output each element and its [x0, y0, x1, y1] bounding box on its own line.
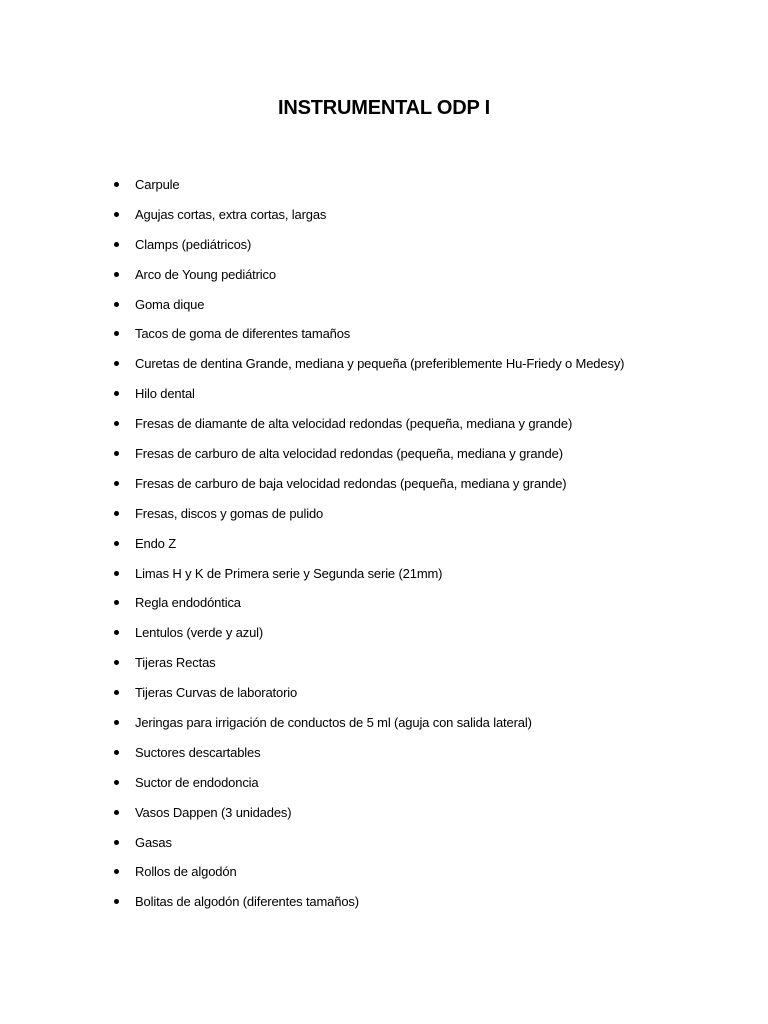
bullet-icon — [114, 272, 119, 277]
list-item-text: Gasas — [135, 834, 172, 850]
list-item — [0, 891, 768, 921]
list-item — [0, 323, 768, 353]
bullet-icon — [114, 810, 119, 815]
bullet-icon — [114, 451, 119, 456]
list-item — [0, 204, 768, 234]
list-item-text: Agujas cortas, extra cortas, largas — [135, 206, 327, 222]
bullet-icon — [114, 600, 119, 605]
list-item — [0, 592, 768, 622]
list-item-text: Hilo dental — [135, 386, 195, 402]
list-item-text: Arco de Young pediátrico — [135, 266, 276, 282]
list-item-text: Carpule — [135, 177, 180, 192]
list-item-text: Tijeras Rectas — [135, 655, 216, 671]
list-item — [0, 742, 768, 772]
list-item-text: Rollos de algodón — [135, 864, 237, 880]
bullet-icon — [114, 391, 119, 396]
bullet-icon — [114, 780, 119, 785]
list-item — [0, 652, 768, 682]
list-item-text: Fresas de diamante de alta velocidad redondas (pequeña, mediana y grande) — [135, 416, 573, 432]
list-item-text: Fresas de carburo de baja velocidad redondas (pequeña, mediana y grande) — [135, 475, 567, 491]
list-item-text: Fresas de carburo de alta velocidad redondas (pequeña, mediana y grande) — [135, 446, 563, 462]
list-item — [0, 443, 768, 473]
list-item — [0, 264, 768, 294]
bullet-icon — [114, 361, 119, 366]
bullet-icon — [114, 302, 119, 307]
list-item-text: Curetas de dentina Grande, mediana y pequeña (preferiblemente Hu-Friedy o Medesy) — [135, 356, 625, 372]
list-item — [0, 234, 768, 264]
bullet-icon — [114, 840, 119, 845]
list-item — [0, 533, 768, 563]
bullet-icon — [114, 690, 119, 695]
bullet-icon — [114, 481, 119, 486]
list-item-text: Vasos Dappen (3 unidades) — [135, 804, 292, 820]
list-item-text: Clamps (pediátricos) — [135, 236, 252, 252]
list-item — [0, 861, 768, 891]
list-item-text: Tacos de goma de diferentes tamaños — [135, 326, 351, 342]
list-item — [0, 802, 768, 832]
list-item — [0, 383, 768, 413]
bullet-icon — [114, 421, 119, 426]
list-item-text: Tijeras Curvas de laboratorio — [135, 685, 298, 701]
list-item — [0, 503, 768, 533]
bullet-icon — [114, 182, 119, 187]
list-item — [0, 832, 768, 862]
list-item — [0, 622, 768, 652]
bullet-icon — [114, 212, 119, 217]
list-item — [0, 712, 768, 742]
instrument-list — [0, 174, 768, 921]
list-item — [0, 682, 768, 712]
list-item-text: Fresas, discos y gomas de pulido — [135, 505, 324, 521]
bullet-icon — [114, 242, 119, 247]
list-item-text: Jeringas para irrigación de conductos de 5 ml (aguja con salida lateral) — [135, 715, 532, 731]
bullet-icon — [114, 720, 119, 725]
bullet-icon — [114, 511, 119, 516]
bullet-icon — [114, 331, 119, 336]
bullet-icon — [114, 899, 119, 904]
bullet-icon — [114, 541, 119, 546]
list-item-text: Limas H y K de Primera serie y Segunda serie (21mm) — [135, 565, 443, 581]
list-item — [0, 772, 768, 802]
bullet-icon — [114, 630, 119, 635]
list-item-text: Regla endodóntica — [135, 595, 241, 611]
bullet-icon — [114, 750, 119, 755]
list-item — [0, 353, 768, 383]
bullet-icon — [114, 869, 119, 874]
list-item — [0, 473, 768, 503]
list-item — [0, 174, 768, 204]
list-item-text: Suctores descartables — [135, 744, 261, 760]
list-item — [0, 563, 768, 593]
list-item-text: Goma dique — [135, 296, 205, 312]
list-item-text: Lentulos (verde y azul) — [135, 625, 264, 641]
page-title: INSTRUMENTAL ODP I — [278, 97, 490, 119]
list-item — [0, 294, 768, 324]
list-item-text: Bolitas de algodón (diferentes tamaños) — [135, 894, 359, 910]
list-item — [0, 413, 768, 443]
list-item-text: Endo Z — [135, 535, 177, 551]
list-item-text: Suctor de endodoncia — [135, 774, 259, 790]
bullet-icon — [114, 660, 119, 665]
bullet-icon — [114, 571, 119, 576]
